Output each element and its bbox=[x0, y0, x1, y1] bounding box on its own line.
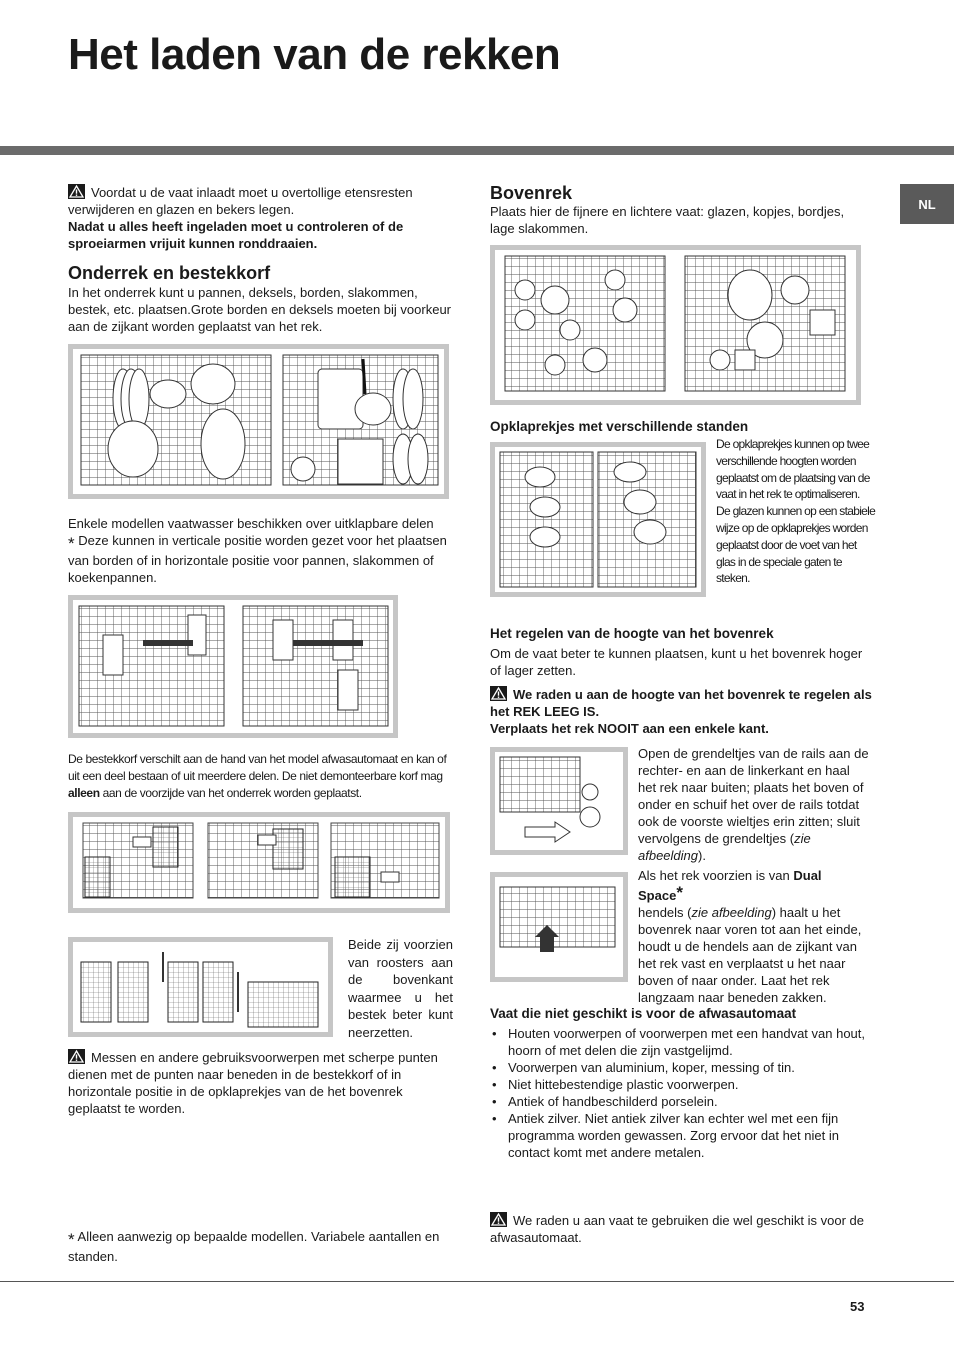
fold-upper-text: De opklaprekjes kunnen op twee verschillende hoogten worden geplaatst om de plaatsing van de vaat in het rek te optimaliseren. De glazen kunnen op een stabiele wijze op de opklaprekjes worden geplaatst door de voet van het glas in de speciale gaten te steken. bbox=[716, 437, 876, 586]
dual-space-text bbox=[638, 867, 870, 1006]
list-item: • Niet hittebestendige plastic voorwerpen. bbox=[490, 1076, 870, 1093]
bovenrek-text: Plaats hier de fijnere en lichtere vaat: glazen, kopjes, bordjes, lage slakommen. bbox=[490, 204, 845, 236]
dual-text-2: hendels ( bbox=[638, 905, 692, 920]
footnote-star: * bbox=[68, 1230, 75, 1249]
fold-upper-heading: Opklaprekjes met verschillende standen bbox=[490, 419, 749, 434]
unsuitable-heading: Vaat die niet geschikt is voor de afwasautomaat bbox=[490, 1006, 797, 1021]
cutlery-text-2: aan de voorzijde van het onderrek worden geplaatst. bbox=[102, 786, 362, 800]
height-heading: Het regelen van de hoogte van het bovenrek bbox=[490, 626, 774, 641]
dual-text-3: ) haalt u het bovenrek naar voren tot aan het einde, houdt u de hendels aan de zijkant van het rek vast en verplaatst u het naar boven of naar onder. Laat het rek langzaam naar beneden zakken. bbox=[638, 905, 862, 1005]
bovenrek-heading: Bovenrek bbox=[490, 183, 573, 203]
footnote bbox=[68, 1228, 458, 1265]
warning-triangle-icon bbox=[490, 686, 507, 701]
onderrek-text: In het onderrek kunt u pannen, deksels, borden, slakommen, bestek, etc. plaatsen.Grote borden en deksels moeten bij voorkeur aan de zijkant worden geplaatst van het rek. bbox=[68, 285, 451, 334]
lower-rack-figure bbox=[68, 344, 449, 499]
page-title: Het laden van de rekken bbox=[68, 30, 561, 79]
fold-text bbox=[68, 515, 458, 586]
dual-space-figure bbox=[490, 872, 628, 982]
rails-text-1: Open de grendeltjes van de rails aan de rechter- en aan de linkerkant en haal het rek naar buiten; plaats het boven of onder en schuif het over de rails totdat ook de voorste wieltjes erin zitten; sluit vervolgens de grendeltjes ( bbox=[638, 746, 869, 846]
warning-triangle-icon bbox=[68, 1049, 85, 1064]
footer-divider bbox=[0, 1281, 954, 1282]
list-item: • Voorwerpen van aluminium, koper, messing of tin. bbox=[490, 1059, 870, 1076]
warning-triangle-icon bbox=[68, 184, 85, 199]
height-warning-text-1: We raden u aan de hoogte van het bovenrek te regelen als het REK LEEG IS. bbox=[490, 687, 872, 719]
height-warning-text-2: Verplaats het rek NOOIT aan een enkele kant. bbox=[490, 721, 769, 736]
fold-rack-illustration bbox=[73, 600, 393, 733]
dual-italic: zie afbeelding bbox=[691, 905, 772, 920]
cutlery-basket-illustration bbox=[73, 817, 445, 908]
list-item: • Antiek zilver. Niet antiek zilver kan echter wel met een fijn programma worden gewassen. Zorg ervoor dat het niet in contact komt met andere metalen. bbox=[490, 1110, 870, 1161]
intro-warning-bold: Nadat u alles heeft ingeladen moet u controleren of de sproeiarmen vrijuit kunnen ronddraaien. bbox=[68, 219, 404, 251]
footnote-text: Alleen aanwezig op bepaalde modellen. Variabele aantallen en standen. bbox=[68, 1229, 440, 1264]
fold-star: * bbox=[68, 534, 75, 553]
onderrek-heading: Onderrek en bestekkorf bbox=[68, 263, 271, 283]
cutlery-text bbox=[68, 751, 458, 802]
suitable-warning-text: We raden u aan vaat te gebruiken die wel geschikt is voor de afwasautomaat. bbox=[490, 1213, 864, 1245]
upper-rack-illustration bbox=[495, 250, 856, 400]
grid-text: Beide zij voorzien van roosters aan de bovenkant waarmee u het bestek beter kunt neerzetten. bbox=[348, 937, 453, 1040]
dual-star: * bbox=[676, 883, 683, 902]
height-warning bbox=[490, 686, 880, 737]
rails-text-2: ). bbox=[698, 848, 706, 863]
height-text: Om de vaat beter te kunnen plaatsen, kunt u het bovenrek hoger of lager zetten. bbox=[490, 646, 863, 678]
cutlery-text-1: De bestekkorf verschilt aan de hand van het model afwasautomaat en kan of uit een deel bestaan of uit meerdere delen. De niet demonteerbare korf mag bbox=[68, 752, 447, 783]
lower-rack-illustration bbox=[73, 349, 444, 494]
unsuitable-list bbox=[490, 1025, 870, 1161]
rails-italic: zie afbeelding bbox=[638, 831, 811, 863]
page-number: 53 bbox=[850, 1299, 865, 1314]
rails-illustration bbox=[495, 752, 623, 850]
cutlery-grid-figure bbox=[68, 937, 333, 1037]
list-item: • Antiek of handbeschilderd porselein. bbox=[490, 1093, 870, 1110]
cutlery-basket-figure bbox=[68, 812, 450, 913]
intro-text: Voordat u de vaat inlaadt moet u overtollige etensresten verwijderen en glazen en bekers legen. bbox=[68, 185, 413, 217]
suitable-warning bbox=[490, 1212, 875, 1246]
rails-text bbox=[638, 745, 870, 864]
dual-space-illustration bbox=[495, 877, 623, 977]
warning-triangle-icon bbox=[490, 1212, 507, 1227]
upper-rack-figure bbox=[490, 245, 861, 405]
knives-warning-text: Messen en andere gebruiksvoorwerpen met scherpe punten dienen met de punten naar beneden in de bestekkorf of in horizontale positie in de opklaprekjes van de het bovenrek geplaatst te worden. bbox=[68, 1050, 438, 1116]
knives-warning bbox=[68, 1049, 453, 1117]
fold-upper-figure bbox=[490, 442, 706, 597]
list-item: • Houten voorwerpen of voorwerpen met een handvat van hout, hoorn of met delen die zijn vastgelijmd. bbox=[490, 1025, 870, 1059]
cutlery-grid-illustration bbox=[73, 942, 328, 1032]
fold-text-line2: Deze kunnen in verticale positie worden gezet voor het plaatsen van borden of in horizontale positie voor pannen, slakommen of koekenpannen. bbox=[68, 533, 447, 585]
cutlery-bold: alleen bbox=[68, 786, 100, 800]
fold-upper-illustration bbox=[495, 447, 701, 592]
dual-text-1: Als het rek voorzien is van bbox=[638, 868, 790, 883]
header-bar bbox=[0, 146, 954, 155]
fold-text-line1: Enkele modellen vaatwasser beschikken over uitklapbare delen bbox=[68, 516, 434, 531]
language-tab: NL bbox=[900, 184, 954, 224]
rails-figure bbox=[490, 747, 628, 855]
fold-rack-figure bbox=[68, 595, 398, 738]
dual-space-bold: Dual Space bbox=[638, 868, 822, 903]
intro-block bbox=[68, 184, 453, 252]
